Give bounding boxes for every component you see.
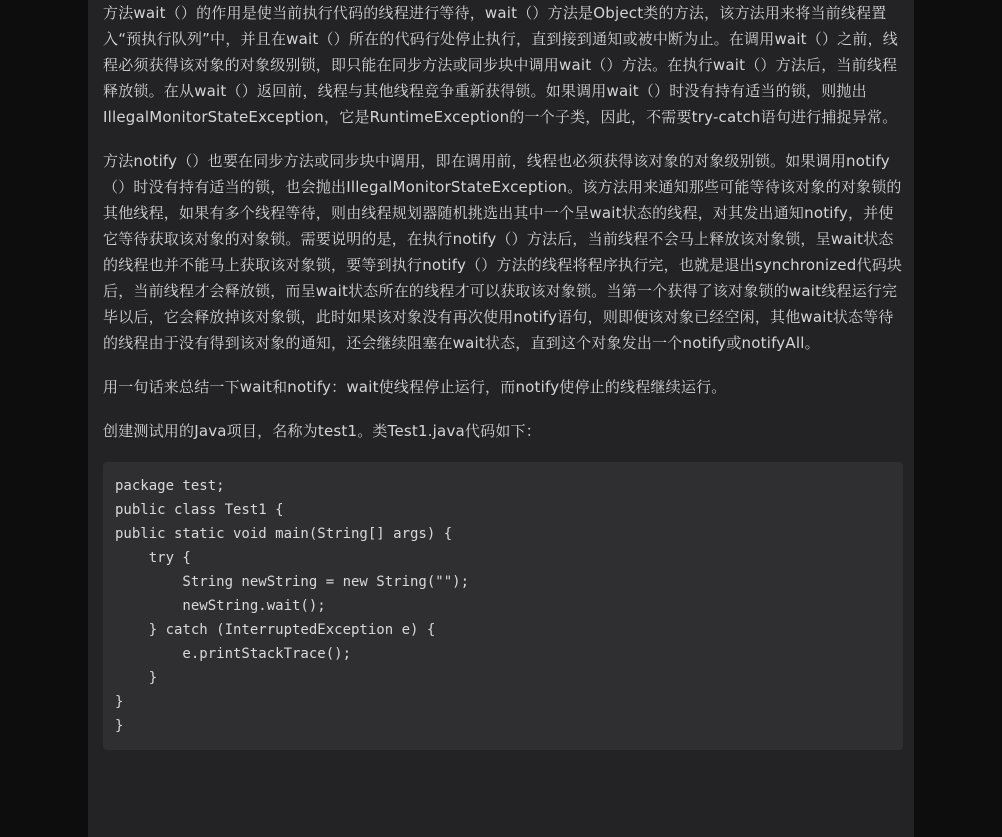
code-line: } catch (InterruptedException e) {: [115, 622, 436, 638]
code-block[interactable]: [103, 462, 903, 750]
code-line: public static void main(String[] args) {: [115, 526, 453, 542]
code-line: }: [115, 718, 124, 734]
code-line: String newString = new String("");: [115, 574, 470, 590]
paragraph-summary: 用一句话来总结一下wait和notify：wait使线程停止运行，而notify使停止的线程继续运行。: [103, 378, 727, 396]
code-line: }: [115, 670, 158, 686]
code-line: public class Test1 {: [115, 502, 284, 518]
code-line: e.printStackTrace();: [115, 646, 352, 662]
code-line: }: [115, 694, 124, 710]
paragraph-wait: 方法wait（）的作用是使当前执行代码的线程进行等待，wait（）方法是Object类的方法，该方法用来将当前线程置入“预执行队列”中，并且在wait（）所在的代码行处停止执行，直到接到通知或被中断为止。在调用wait（）之前，线程必须获得该对象的对象级别锁，即只能在同步方法或同步块中调用wait（）方法。在执行wait（）方法后，当前线程释放锁。在从wait（）返回前，线程与其他线程竞争重新获得锁。如果调用wait（）时没有持有适当的锁，则抛出IllegalMonitorStateException，它是RuntimeException的一个子类，因此，不需要try-catch语句进行捕捉异常。: [103, 4, 898, 126]
code-line: package test;: [115, 478, 225, 494]
article-content: [103, 0, 903, 750]
code-line: newString.wait();: [115, 598, 326, 614]
paragraph-notify: 方法notify（）也要在同步方法或同步块中调用，即在调用前，线程也必须获得该对象的对象级别锁。如果调用notify（）时没有持有适当的锁，也会抛出IllegalMonitorStateException。该方法用来通知那些可能等待该对象的对象锁的其他线程，如果有多个线程等待，则由线程规划器随机挑选出其中一个呈wait状态的线程，对其发出通知notify，并使它等待获取该对象的对象锁。需要说明的是，在执行notify（）方法后，当前线程不会马上释放该对象锁，呈wait状态的线程也并不能马上获取该对象锁，要等到执行notify（）方法的线程将程序执行完，也就是退出synchronized代码块后，当前线程才会释放锁，而呈wait状态所在的线程才可以获取该对象锁。当第一个获得了该对象锁的wait线程运行完毕以后，它会释放掉该对象锁，此时如果该对象没有再次使用notify语句，则即便该对象已经空闲，其他wait状态等待的线程由于没有得到该对象的通知，还会继续阻塞在wait状态，直到这个对象发出一个notify或notifyAll。: [103, 152, 903, 352]
paragraph-create-project: 创建测试用的Java项目，名称为test1。类Test1.java代码如下：: [103, 422, 541, 440]
code-line: try {: [115, 550, 191, 566]
